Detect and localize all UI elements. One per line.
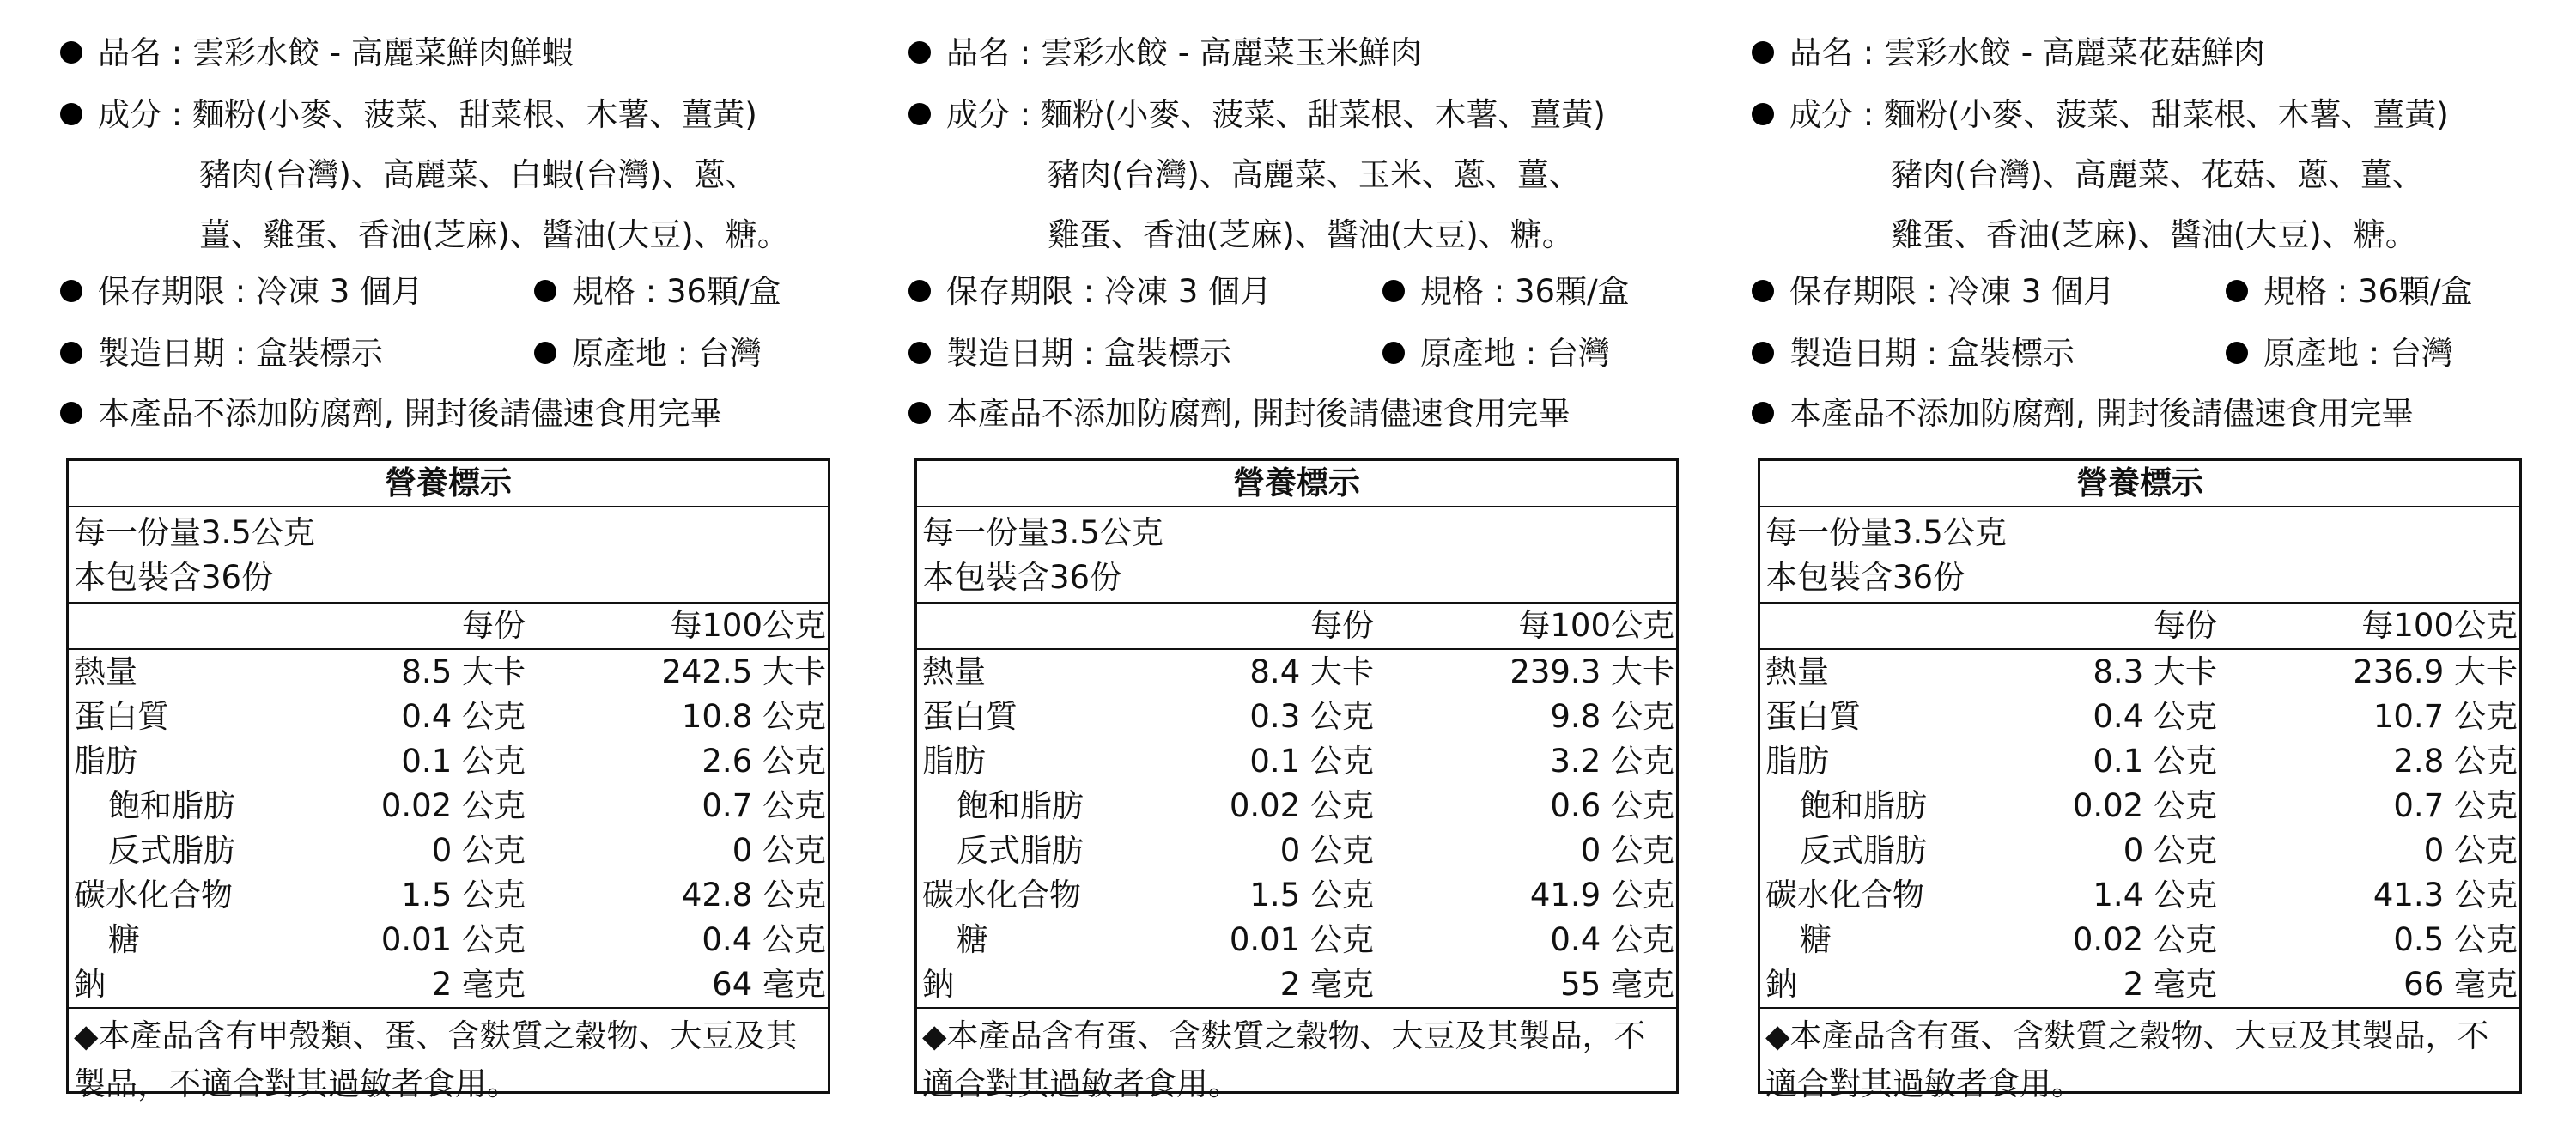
per-serving-value: 0.02 公克 <box>380 787 526 824</box>
bullet-icon <box>60 41 82 64</box>
preservative-notice-text: 本產品不添加防腐劑, 開封後請儘速食用完畢 <box>946 395 1571 432</box>
per-serving-value: 8.4 大卡 <box>1249 653 1374 690</box>
nutrition-rows <box>917 650 1676 1009</box>
bullet-icon <box>1752 280 1774 302</box>
per-100g-header: 每100公克 <box>2361 607 2518 644</box>
per-serving-value: 0 公克 <box>2123 832 2217 869</box>
nutrient-label: 脂肪 <box>922 743 986 780</box>
preservative-notice <box>1752 395 2414 433</box>
ingredients-line: 成分 : 麵粉(小麥、菠菜、甜菜根、木薯、薑黃) <box>946 96 1606 133</box>
per-100g-value: 0.7 公克 <box>2393 787 2518 824</box>
nutrient-label: 蛋白質 <box>1765 698 1861 735</box>
nutrition-facts-table <box>914 458 1679 1102</box>
nutrient-label: 蛋白質 <box>74 698 169 735</box>
product-name-text: 品名 : 雲彩水餃 - 高麗菜玉米鮮肉 <box>946 34 1422 71</box>
per-100g-value: 0.6 公克 <box>1550 787 1674 824</box>
per-100g-value: 66 毫克 <box>2403 966 2518 1003</box>
shelf-life-text: 保存期限 : 冷凍 3 個月 <box>1789 273 2116 310</box>
bullet-icon <box>534 342 556 364</box>
nutrition-row <box>1760 784 2519 828</box>
serving-size: 每一份量3.5公克 <box>1765 514 2007 551</box>
bullet-icon <box>1752 41 1774 64</box>
nutrient-label: 飽和脂肪 <box>108 787 235 824</box>
ingredients-line: 豬肉(台灣)、高麗菜、玉米、蔥、薑、 <box>1048 156 1581 193</box>
bullet-icon <box>908 280 931 302</box>
per-100g-value: 0.4 公克 <box>702 921 826 958</box>
bullet-icon <box>534 280 556 302</box>
bullet-icon <box>60 342 82 364</box>
per-serving-value: 1.5 公克 <box>401 877 526 913</box>
per-serving-value: 0.4 公克 <box>401 698 526 735</box>
nutrition-row <box>917 828 1676 873</box>
nutrient-label: 鈉 <box>922 966 954 1003</box>
nutrient-label: 糖 <box>957 921 988 958</box>
nutrition-row <box>69 962 828 1007</box>
origin <box>2226 335 2453 373</box>
per-serving-value: 8.5 大卡 <box>401 653 526 690</box>
bullet-icon <box>2226 342 2248 364</box>
per-100g-value: 0.7 公克 <box>702 787 826 824</box>
nutrient-label: 熱量 <box>922 653 986 690</box>
allergen-line: 適合對其過敏者食用。 <box>922 1065 1240 1102</box>
per-serving-value: 0.01 公克 <box>380 921 526 958</box>
nutrition-title: 營養標示 <box>1760 461 2519 507</box>
per-100g-value: 0 公克 <box>732 832 826 869</box>
nutrient-label: 反式脂肪 <box>108 832 235 869</box>
nutrition-row <box>69 873 828 918</box>
per-serving-header: 每份 <box>1310 607 1374 644</box>
per-serving-value: 0 公克 <box>431 832 526 869</box>
per-serving-value: 8.3 大卡 <box>2093 653 2217 690</box>
allergen-line: ◆本產品含有甲殼類、蛋、含麩質之穀物、大豆及其 <box>74 1017 798 1054</box>
nutrition-column-header <box>69 604 828 650</box>
nutrition-row <box>917 739 1676 784</box>
bullet-icon <box>908 41 931 64</box>
nutrition-row <box>69 918 828 962</box>
per-100g-value: 2.6 公克 <box>702 743 826 780</box>
nutrition-column-header <box>917 604 1676 650</box>
bullet-icon <box>1382 280 1405 302</box>
shelf-life-text: 保存期限 : 冷凍 3 個月 <box>946 273 1273 310</box>
manufacture-date-text: 製造日期 : 盒裝標示 <box>946 335 1231 372</box>
servings-per-package: 本包裝含36份 <box>922 559 1122 596</box>
per-100g-value: 41.9 公克 <box>1529 877 1674 913</box>
per-serving-value: 1.5 公克 <box>1249 877 1374 913</box>
nutrient-label: 飽和脂肪 <box>1800 787 1927 824</box>
preservative-notice <box>60 395 722 433</box>
ingredients-line: 成分 : 麵粉(小麥、菠菜、甜菜根、木薯、薑黃) <box>98 96 757 133</box>
manufacture-date <box>1752 335 2075 373</box>
spec-text: 規格 : 36顆/盒 <box>1420 273 1630 310</box>
per-100g-value: 10.7 公克 <box>2372 698 2518 735</box>
spec-text: 規格 : 36顆/盒 <box>2263 273 2473 310</box>
nutrition-title: 營養標示 <box>69 461 828 507</box>
ingredients <box>1752 96 2449 134</box>
bullet-icon <box>908 402 931 424</box>
bullet-icon <box>908 103 931 125</box>
nutrition-row <box>917 918 1676 962</box>
nutrient-label: 鈉 <box>1765 966 1797 1003</box>
per-serving-header: 每份 <box>462 607 526 644</box>
origin-text: 原產地 : 台灣 <box>1420 335 1610 372</box>
per-100g-value: 236.9 大卡 <box>2353 653 2518 690</box>
product-name <box>1752 34 2265 72</box>
allergen-line: ◆本產品含有蛋、含麩質之穀物、大豆及其製品，不 <box>922 1017 1646 1054</box>
per-serving-value: 0.4 公克 <box>2093 698 2217 735</box>
nutrition-row <box>69 739 828 784</box>
per-serving-value: 0.1 公克 <box>1249 743 1374 780</box>
nutrition-row <box>69 784 828 828</box>
spec-text: 規格 : 36顆/盒 <box>572 273 781 310</box>
per-100g-value: 41.3 公克 <box>2372 877 2518 913</box>
ingredients-line: 豬肉(台灣)、高麗菜、白蝦(台灣)、蔥、 <box>199 156 757 193</box>
nutrition-row <box>1760 695 2519 739</box>
nutrition-row <box>1760 650 2519 695</box>
per-serving-value: 0.01 公克 <box>1229 921 1374 958</box>
nutrition-row <box>917 650 1676 695</box>
nutrition-row <box>1760 828 2519 873</box>
per-serving-value: 2 毫克 <box>2123 966 2217 1003</box>
per-serving-value: 0.02 公克 <box>1229 787 1374 824</box>
nutrient-label: 碳水化合物 <box>74 877 233 913</box>
manufacture-date-text: 製造日期 : 盒裝標示 <box>1789 335 2075 372</box>
serving-size: 每一份量3.5公克 <box>922 514 1163 551</box>
nutrient-label: 脂肪 <box>74 743 137 780</box>
per-100g-value: 10.8 公克 <box>681 698 826 735</box>
nutrition-row <box>69 650 828 695</box>
nutrition-row <box>917 784 1676 828</box>
ingredients-line: 雞蛋、香油(芝麻)、醬油(大豆)、糖。 <box>1891 216 2417 253</box>
nutrition-row <box>1760 918 2519 962</box>
per-serving-value: 1.4 公克 <box>2093 877 2217 913</box>
manufacture-date-text: 製造日期 : 盒裝標示 <box>98 335 383 372</box>
bullet-icon <box>60 402 82 424</box>
product-label-panel <box>908 0 1686 1135</box>
nutrition-rows <box>1760 650 2519 1009</box>
allergen-line: ◆本產品含有蛋、含麩質之穀物、大豆及其製品，不 <box>1765 1017 2489 1054</box>
ingredients <box>60 96 757 134</box>
nutrient-label: 熱量 <box>1765 653 1829 690</box>
ingredients-line: 薑、雞蛋、香油(芝麻)、醬油(大豆)、糖。 <box>199 216 789 253</box>
spec <box>1382 273 1630 311</box>
per-serving-value: 0.02 公克 <box>2072 787 2217 824</box>
per-serving-value: 0.3 公克 <box>1249 698 1374 735</box>
nutrient-label: 反式脂肪 <box>957 832 1084 869</box>
nutrient-label: 熱量 <box>74 653 137 690</box>
spec <box>534 273 781 311</box>
bullet-icon <box>60 103 82 125</box>
bullet-icon <box>1752 402 1774 424</box>
nutrient-label: 糖 <box>1800 921 1832 958</box>
nutrient-label: 糖 <box>108 921 140 958</box>
per-100g-value: 0 公克 <box>1580 832 1674 869</box>
nutrition-row <box>1760 873 2519 918</box>
origin-text: 原產地 : 台灣 <box>2263 335 2453 372</box>
per-100g-value: 0.5 公克 <box>2393 921 2518 958</box>
ingredients-line: 成分 : 麵粉(小麥、菠菜、甜菜根、木薯、薑黃) <box>1789 96 2449 133</box>
per-serving-value: 0.02 公克 <box>2072 921 2217 958</box>
bullet-icon <box>2226 280 2248 302</box>
nutrition-facts-table <box>1758 458 2522 1102</box>
per-100g-value: 3.2 公克 <box>1550 743 1674 780</box>
nutrient-label: 碳水化合物 <box>1765 877 1924 913</box>
nutrient-label: 脂肪 <box>1765 743 1829 780</box>
preservative-notice <box>908 395 1571 433</box>
per-serving-value: 0 公克 <box>1279 832 1374 869</box>
nutrient-label: 蛋白質 <box>922 698 1018 735</box>
nutrient-label: 碳水化合物 <box>922 877 1081 913</box>
nutrient-label: 飽和脂肪 <box>957 787 1084 824</box>
allergen-warning <box>917 1009 1676 1112</box>
serving-info <box>917 507 1676 604</box>
per-serving-value: 0.1 公克 <box>2093 743 2217 780</box>
shelf-life <box>60 273 423 311</box>
allergen-line: 適合對其過敏者食用。 <box>1765 1065 2083 1102</box>
allergen-warning <box>1760 1009 2519 1112</box>
per-100g-header: 每100公克 <box>1518 607 1674 644</box>
per-serving-value: 2 毫克 <box>1279 966 1374 1003</box>
bullet-icon <box>908 342 931 364</box>
nutrient-label: 反式脂肪 <box>1800 832 1927 869</box>
servings-per-package: 本包裝含36份 <box>74 559 274 596</box>
per-100g-value: 242.5 大卡 <box>661 653 826 690</box>
servings-per-package: 本包裝含36份 <box>1765 559 1965 596</box>
origin <box>534 335 762 373</box>
per-serving-value: 0.1 公克 <box>401 743 526 780</box>
per-100g-value: 0 公克 <box>2423 832 2518 869</box>
preservative-notice-text: 本產品不添加防腐劑, 開封後請儘速食用完畢 <box>98 395 722 432</box>
preservative-notice-text: 本產品不添加防腐劑, 開封後請儘速食用完畢 <box>1789 395 2414 432</box>
nutrition-row <box>1760 739 2519 784</box>
serving-info <box>1760 507 2519 604</box>
allergen-warning <box>69 1009 828 1112</box>
per-100g-value: 42.8 公克 <box>681 877 826 913</box>
serving-size: 每一份量3.5公克 <box>74 514 315 551</box>
product-name-text: 品名 : 雲彩水餃 - 高麗菜花菇鮮肉 <box>1789 34 2265 71</box>
nutrition-row <box>917 962 1676 1007</box>
bullet-icon <box>60 280 82 302</box>
bullet-icon <box>1382 342 1405 364</box>
per-100g-value: 239.3 大卡 <box>1510 653 1674 690</box>
per-100g-value: 64 毫克 <box>712 966 826 1003</box>
per-100g-value: 2.8 公克 <box>2393 743 2518 780</box>
product-label-panel <box>1752 0 2529 1135</box>
nutrition-row <box>69 695 828 739</box>
per-100g-value: 55 毫克 <box>1560 966 1674 1003</box>
shelf-life-text: 保存期限 : 冷凍 3 個月 <box>98 273 424 310</box>
manufacture-date <box>60 335 383 373</box>
product-label-panel <box>60 0 837 1135</box>
ingredients <box>908 96 1606 134</box>
per-100g-header: 每100公克 <box>670 607 826 644</box>
nutrition-row <box>917 695 1676 739</box>
product-name <box>60 34 574 72</box>
per-serving-value: 2 毫克 <box>431 966 526 1003</box>
nutrition-row <box>1760 962 2519 1007</box>
manufacture-date <box>908 335 1231 373</box>
nutrition-rows <box>69 650 828 1009</box>
shelf-life <box>908 273 1272 311</box>
origin <box>1382 335 1610 373</box>
ingredients-line: 雞蛋、香油(芝麻)、醬油(大豆)、糖。 <box>1048 216 1574 253</box>
origin-text: 原產地 : 台灣 <box>572 335 762 372</box>
nutrition-column-header <box>1760 604 2519 650</box>
nutrition-facts-table <box>66 458 830 1102</box>
ingredients-line: 豬肉(台灣)、高麗菜、花菇、蔥、薑、 <box>1891 156 2424 193</box>
per-100g-value: 0.4 公克 <box>1550 921 1674 958</box>
product-name <box>908 34 1422 72</box>
per-100g-value: 9.8 公克 <box>1550 698 1674 735</box>
nutrition-row <box>69 828 828 873</box>
shelf-life <box>1752 273 2115 311</box>
spec <box>2226 273 2473 311</box>
allergen-line: 製品，不適合對其過敏者食用。 <box>74 1065 519 1102</box>
bullet-icon <box>1752 103 1774 125</box>
bullet-icon <box>1752 342 1774 364</box>
nutrient-label: 鈉 <box>74 966 106 1003</box>
serving-info <box>69 507 828 604</box>
nutrition-row <box>917 873 1676 918</box>
product-name-text: 品名 : 雲彩水餃 - 高麗菜鮮肉鮮蝦 <box>98 34 574 71</box>
per-serving-header: 每份 <box>2154 607 2217 644</box>
nutrition-title: 營養標示 <box>917 461 1676 507</box>
